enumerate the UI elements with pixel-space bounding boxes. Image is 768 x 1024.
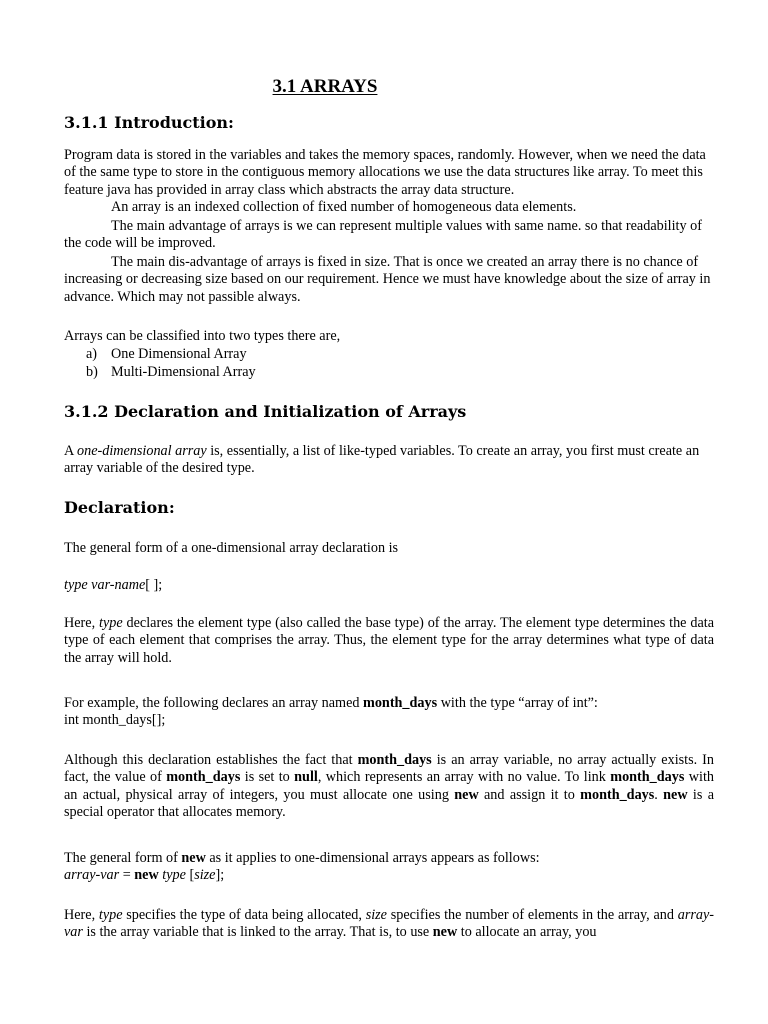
disadvantage-paragraph: The main dis-advantage of arrays is fixed in size. That is once we created an array there is no chance of increasing or decreasing size based on our requirement. Hence we must have knowledge about the size of array in advance. Which may not passible always.	[64, 254, 711, 305]
list-item	[86, 364, 256, 381]
section-heading-declaration-initialization: 3.1.2 Declaration and Initialization of Arrays	[64, 402, 467, 421]
list-text: Multi-Dimensional Array	[111, 364, 256, 380]
section-heading-introduction: 3.1.1 Introduction:	[64, 113, 234, 132]
types-intro: Arrays can be classified into two types there are,	[64, 328, 341, 344]
list-marker: b)	[86, 364, 98, 380]
although-paragraph: Although this declaration establishes the fact that month_days is an array variable, no array actually exists. In fact, the value of month_days is set to null, which represents an array with no value. To link month_days with an actual, physical array of integers, you must allocate one using new and assign it to month_days. new is a special operator that allocates memory.	[64, 752, 715, 821]
size-explanation: Here, type specifies the type of data being allocated, size specifies the number of elements in the array, and array-var is the array variable that is linked to the array. That is, to use new to allocate an array, you	[64, 907, 714, 941]
page-title: 3.1 ARRAYS	[272, 76, 378, 97]
type-explanation: Here, type declares the element type (also called the base type) of the array. The element type determines the data type of each element that comprises the array. Thus, the element type for the array determines what type of data the array will hold.	[64, 615, 714, 666]
list-marker: a)	[86, 346, 98, 362]
definition-paragraph: An array is an indexed collection of fixed number of homogeneous data elements.	[111, 199, 577, 215]
example-paragraph: For example, the following declares an array named month_days with the type “array of int”: int month_days[];	[64, 695, 598, 729]
list-text: One Dimensional Array	[111, 346, 247, 362]
general-form-text: The general form of a one-dimensional array declaration is	[64, 540, 399, 556]
one-dimensional-intro: A one-dimensional array is, essentially, a list of like-typed variables. To create an array, you first must create an array variable of the desired type.	[64, 443, 700, 477]
code-example: int month_days[];	[64, 712, 166, 729]
new-form-paragraph: The general form of new as it applies to one-dimensional arrays appears as follows: array-var = new type [size];	[64, 850, 540, 884]
intro-paragraph: Program data is stored in the variables and takes the memory spaces, randomly. However, when we need the data of the same type to store in the contiguous memory allocations we use the data structures like array. To meet this feature java has provided in array class which abstracts the array data structure.	[64, 147, 706, 198]
advantage-paragraph: The main advantage of arrays is we can represent multiple values with same name. so that readability of the code will be improved.	[64, 218, 702, 252]
syntax-line: type var-name[ ];	[64, 577, 163, 593]
declaration-heading: Declaration:	[64, 498, 175, 517]
list-item	[86, 346, 247, 363]
